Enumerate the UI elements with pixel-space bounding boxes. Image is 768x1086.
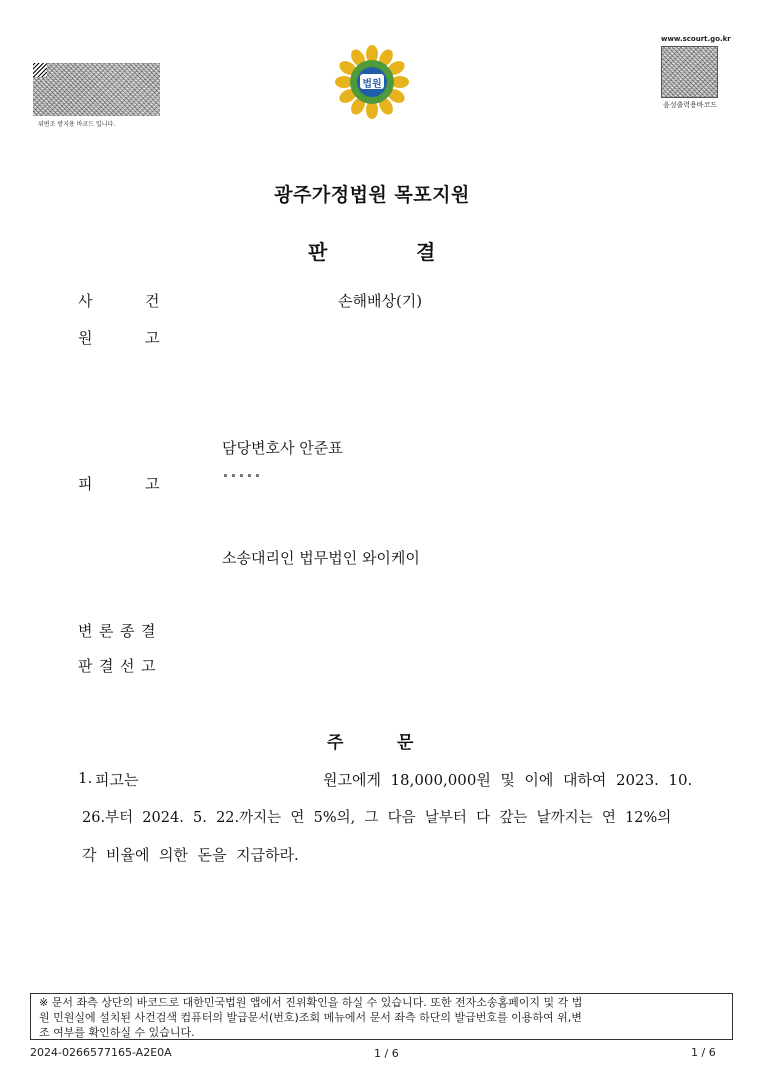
case-label-2: 건 bbox=[145, 292, 160, 310]
ruling-label-3: 선 bbox=[120, 657, 135, 675]
defendant-agent: 소송대리인 법무법인 와이케이 bbox=[222, 549, 420, 567]
order-heading-part1: 주 bbox=[327, 733, 344, 753]
order-line1-rest: 원고에게 18,000,000원 및 이에 대하여 2023. 10. bbox=[323, 771, 693, 789]
court-name: 광주가정법원 목포지원 bbox=[274, 184, 470, 206]
document-title-part2: 결 bbox=[416, 240, 436, 264]
court-url: www.scourt.go.kr bbox=[661, 35, 731, 43]
order-line3: 각 비율에 의한 돈을 지급하라. bbox=[82, 846, 299, 864]
order-line1-start: 피고는 bbox=[95, 771, 139, 789]
barcode-corner-mark bbox=[33, 63, 47, 77]
plaintiff-attorney: 담당변호사 안준표 bbox=[222, 439, 343, 457]
ruling-label-1: 판 bbox=[78, 657, 93, 675]
order-heading-part2: 문 bbox=[397, 733, 414, 753]
audio-qr-code bbox=[661, 46, 718, 98]
closing-label-2: 론 bbox=[99, 622, 114, 640]
ruling-label-4: 고 bbox=[141, 657, 156, 675]
redaction-remnant bbox=[224, 474, 264, 477]
barcode-caption: 위변조 방지용 바코드 입니다. bbox=[38, 121, 116, 128]
notice-line-1: ※ 문서 좌측 상단의 바코드로 대한민국법원 앱에서 진위확인을 하실 수 있습니다. 또한 전자소송홈페이지 및 각 법 bbox=[39, 996, 583, 1009]
document-title-part1: 판 bbox=[308, 240, 328, 264]
page-number-center: 1 / 6 bbox=[374, 1047, 399, 1060]
page-number-right: 1 / 6 bbox=[691, 1046, 716, 1059]
qr-caption: 음성출력용바코드 bbox=[663, 101, 718, 109]
plaintiff-label-2: 고 bbox=[145, 329, 160, 347]
closing-label-4: 결 bbox=[141, 622, 156, 640]
order-line2: 26.부터 2024. 5. 22.까지는 연 5%의, 그 다음 날부터 다 갚는 날까지는 연 12%의 bbox=[82, 810, 672, 826]
authenticity-notice bbox=[30, 993, 733, 1040]
emblem-label: 법원 bbox=[362, 79, 382, 90]
closing-label-1: 변 bbox=[78, 622, 93, 640]
notice-line-3: 조 여부를 확인하실 수 있습니다. bbox=[39, 1026, 195, 1039]
issuance-number: 2024-0266577165-A2E0A bbox=[30, 1046, 172, 1059]
case-label-1: 사 bbox=[78, 292, 93, 310]
plaintiff-label-1: 원 bbox=[78, 329, 93, 347]
defendant-label-2: 고 bbox=[145, 475, 160, 493]
ruling-label-2: 결 bbox=[99, 657, 114, 675]
case-value: 손해배상(기) bbox=[338, 292, 423, 310]
closing-label-3: 종 bbox=[120, 622, 135, 640]
notice-line-2: 원 민원실에 설치된 사건검색 컴퓨터의 발급문서(번호)조회 메뉴에서 문서 좌측 하단의 발급번호를 이용하여 위,변 bbox=[39, 1011, 582, 1024]
verification-barcode bbox=[33, 63, 160, 116]
defendant-label-1: 피 bbox=[78, 475, 93, 493]
order-item-number: 1. bbox=[78, 769, 93, 787]
